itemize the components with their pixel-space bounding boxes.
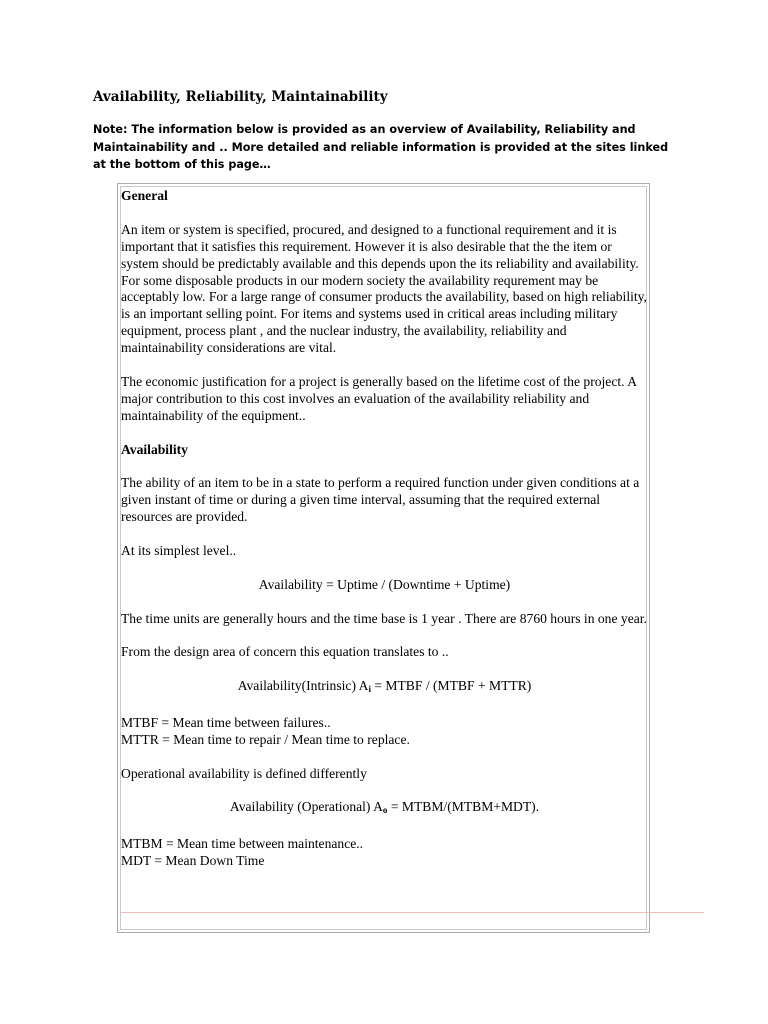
availability-heading: Availability [121, 441, 188, 457]
formula-intrinsic-suffix: = MTBF / (MTBF + MTTR) [370, 678, 532, 694]
formula-intrinsic [121, 678, 648, 698]
simplest-level-text: At its simplest level.. [121, 542, 237, 558]
overview-note: Note: The information below is provided as an overview of Availability, Reliability and Maintainability and .. More detailed and reliable information is provided at the sites linked at the bottom of this page… [93, 123, 669, 171]
general-paragraph-1: An item or system is specified, procured, and designed to a functional requirement and it is important that it satisfies this requirement. However it is also desirable that the the item or system should be predictably available and this depends upon the its reliability and availability. For some disposable products in our modern society the availability requrement may be acceptably low. For a large range of consumer products the availability, based on high reliability, is an important selling point. For items and systems used in critical areas including military equipment, process plant , and the nuclear industry, the availability, reliability and maintainability considerations are vital. [121, 221, 647, 356]
formula-intrinsic-subscript: i [368, 684, 371, 695]
availability-definition: The ability of an item to be in a state to perform a required function under given conditions at a given instant of time or during a given time interval, assuming that the required external resources are provided. [121, 475, 640, 525]
formula-operational-suffix: = MTBM/(MTBM+MDT). [387, 799, 540, 815]
time-units-text: The time units are generally hours and the time base is 1 year . There are 8760 hours in one year. [121, 610, 647, 626]
mdt-definition: MDT = Mean Down Time [121, 853, 265, 869]
formula-operational-subscript: o [382, 805, 388, 816]
general-heading: General [121, 188, 168, 203]
general-paragraph-2: The economic justification for a project is generally based on the lifetime cost of the project. A major contribution to this cost involves an evaluation of the availability reliability and maintainability of the equipment.. [121, 373, 637, 423]
mttr-definition: MTTR = Mean time to repair / Mean time to replace. [121, 731, 410, 747]
page-title: Availability, Reliability, Maintainability [93, 89, 388, 105]
design-area-text: From the design area of concern this equation translates to .. [121, 644, 449, 660]
operational-text: Operational availability is defined differently [121, 765, 367, 781]
formula-operational-prefix: Availability (Operational) A [229, 799, 383, 815]
content-text [121, 188, 648, 870]
page-break-rule [121, 912, 704, 913]
mtbm-definition: MTBM = Mean time between maintenance.. [121, 836, 364, 852]
formula-operational [121, 799, 648, 819]
mtbf-definition: MTBF = Mean time between failures.. [121, 714, 331, 730]
formula-intrinsic-prefix: Availability(Intrinsic) A [237, 678, 369, 694]
formula-uptime: Availability = Uptime / (Downtime + Uptime) [258, 576, 511, 592]
